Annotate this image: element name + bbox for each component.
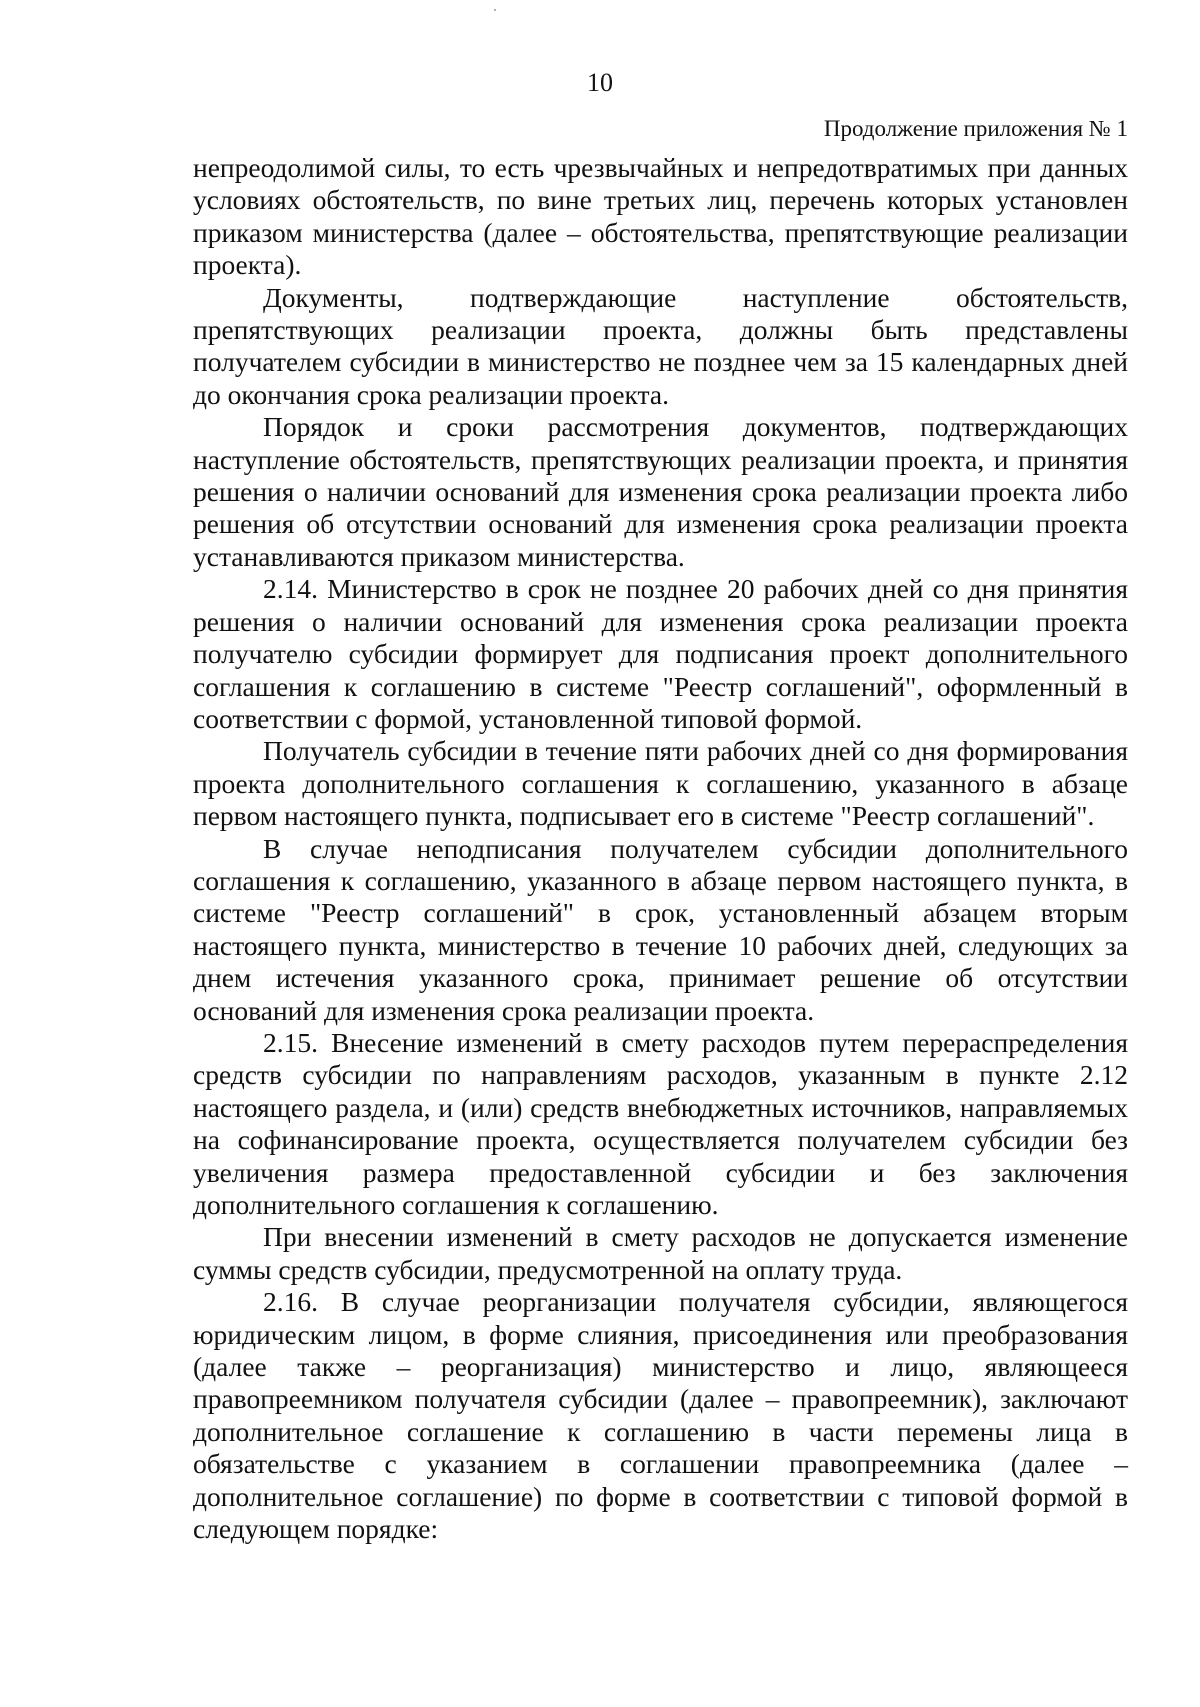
paragraph-documents: Документы, подтверждающие наступление обстоятельств, препятствующих реализации проекта, должны быть представлены получателем субсидии в министерство не позднее чем за 15 календарных дней до окончания срока реализации проекта. xyxy=(193,281,1128,410)
paragraph-estimate-changes: При внесении изменений в смету расходов не допускается изменение суммы средств субсидии, предусмотренной на оплату труда. xyxy=(193,1221,1128,1285)
paragraph-recipient-signs: Получатель субсидии в течение пяти рабочих дней со дня формирования проекта дополнительного соглашения к соглашению, указанного в абзаце первом настоящего пункта, подписывает его в системе "Реестр соглашений". xyxy=(193,735,1128,832)
paragraph-continuation: непреодолимой силы, то есть чрезвычайных и непредотвратимых при данных условиях обстоятельств, по вине третьих лиц, перечень которых установлен приказом министерства (далее – обстоятельства, препятствующие реализации проекта). xyxy=(193,152,1128,281)
page-number: 10 xyxy=(587,68,613,97)
paragraph-2-14: 2.14. Министерство в срок не позднее 20 рабочих дней со дня принятия решения о наличии оснований для изменения срока реализации проекта получателю субсидии формирует для подписания проект дополнительного соглашения к соглашению в системе "Реестр соглашений", оформленный в соответствии с формой, установленной типовой формой. xyxy=(193,573,1128,734)
scan-speck xyxy=(494,9,496,11)
body-text xyxy=(193,152,1128,1545)
paragraph-non-signing: В случае неподписания получателем субсидии дополнительного соглашения к соглашению, указанного в абзаце первом настоящего пункта, в системе "Реестр соглашений" в срок, установленный абзацем вторым настоящего пункта, министерство в течение 10 рабочих дней, следующих за днем истечения указанного срока, принимает решение об отсутствии оснований для изменения срока реализации проекта. xyxy=(193,832,1128,1026)
paragraph-2-16: 2.16. В случае реорганизации получателя субсидии, являющегося юридическим лицом, в форме слияния, присоединения или преобразования (далее также – реорганизация) министерство и лицо, являющееся правопреемником получателя субсидии (далее – правопреемник), заключают дополнительное соглашение к соглашению в части перемены лица в обязательстве с указанием в соглашении правопреемника (далее – дополнительное соглашение) по форме в соответствии с типовой формой в следующем порядке: xyxy=(193,1286,1128,1545)
paragraph-procedure: Порядок и сроки рассмотрения документов, подтверждающих наступление обстоятельств, препятствующих реализации проекта, и принятия решения о наличии оснований для изменения срока реализации проекта либо решения об отсутствии оснований для изменения срока реализации проекта устанавливаются приказом министерства. xyxy=(193,411,1128,572)
paragraph-2-15: 2.15. Внесение изменений в смету расходов путем перераспределения средств субсидии по направлениям расходов, указанным в пункте 2.12 настоящего раздела, и (или) средств внебюджетных источников, направляемых на софинансирование проекта, осуществляется получателем субсидии без увеличения размера предоставленной субсидии и без заключения дополнительного соглашения к соглашению. xyxy=(193,1026,1128,1220)
running-header: Продолжение приложения № 1 xyxy=(823,116,1128,141)
